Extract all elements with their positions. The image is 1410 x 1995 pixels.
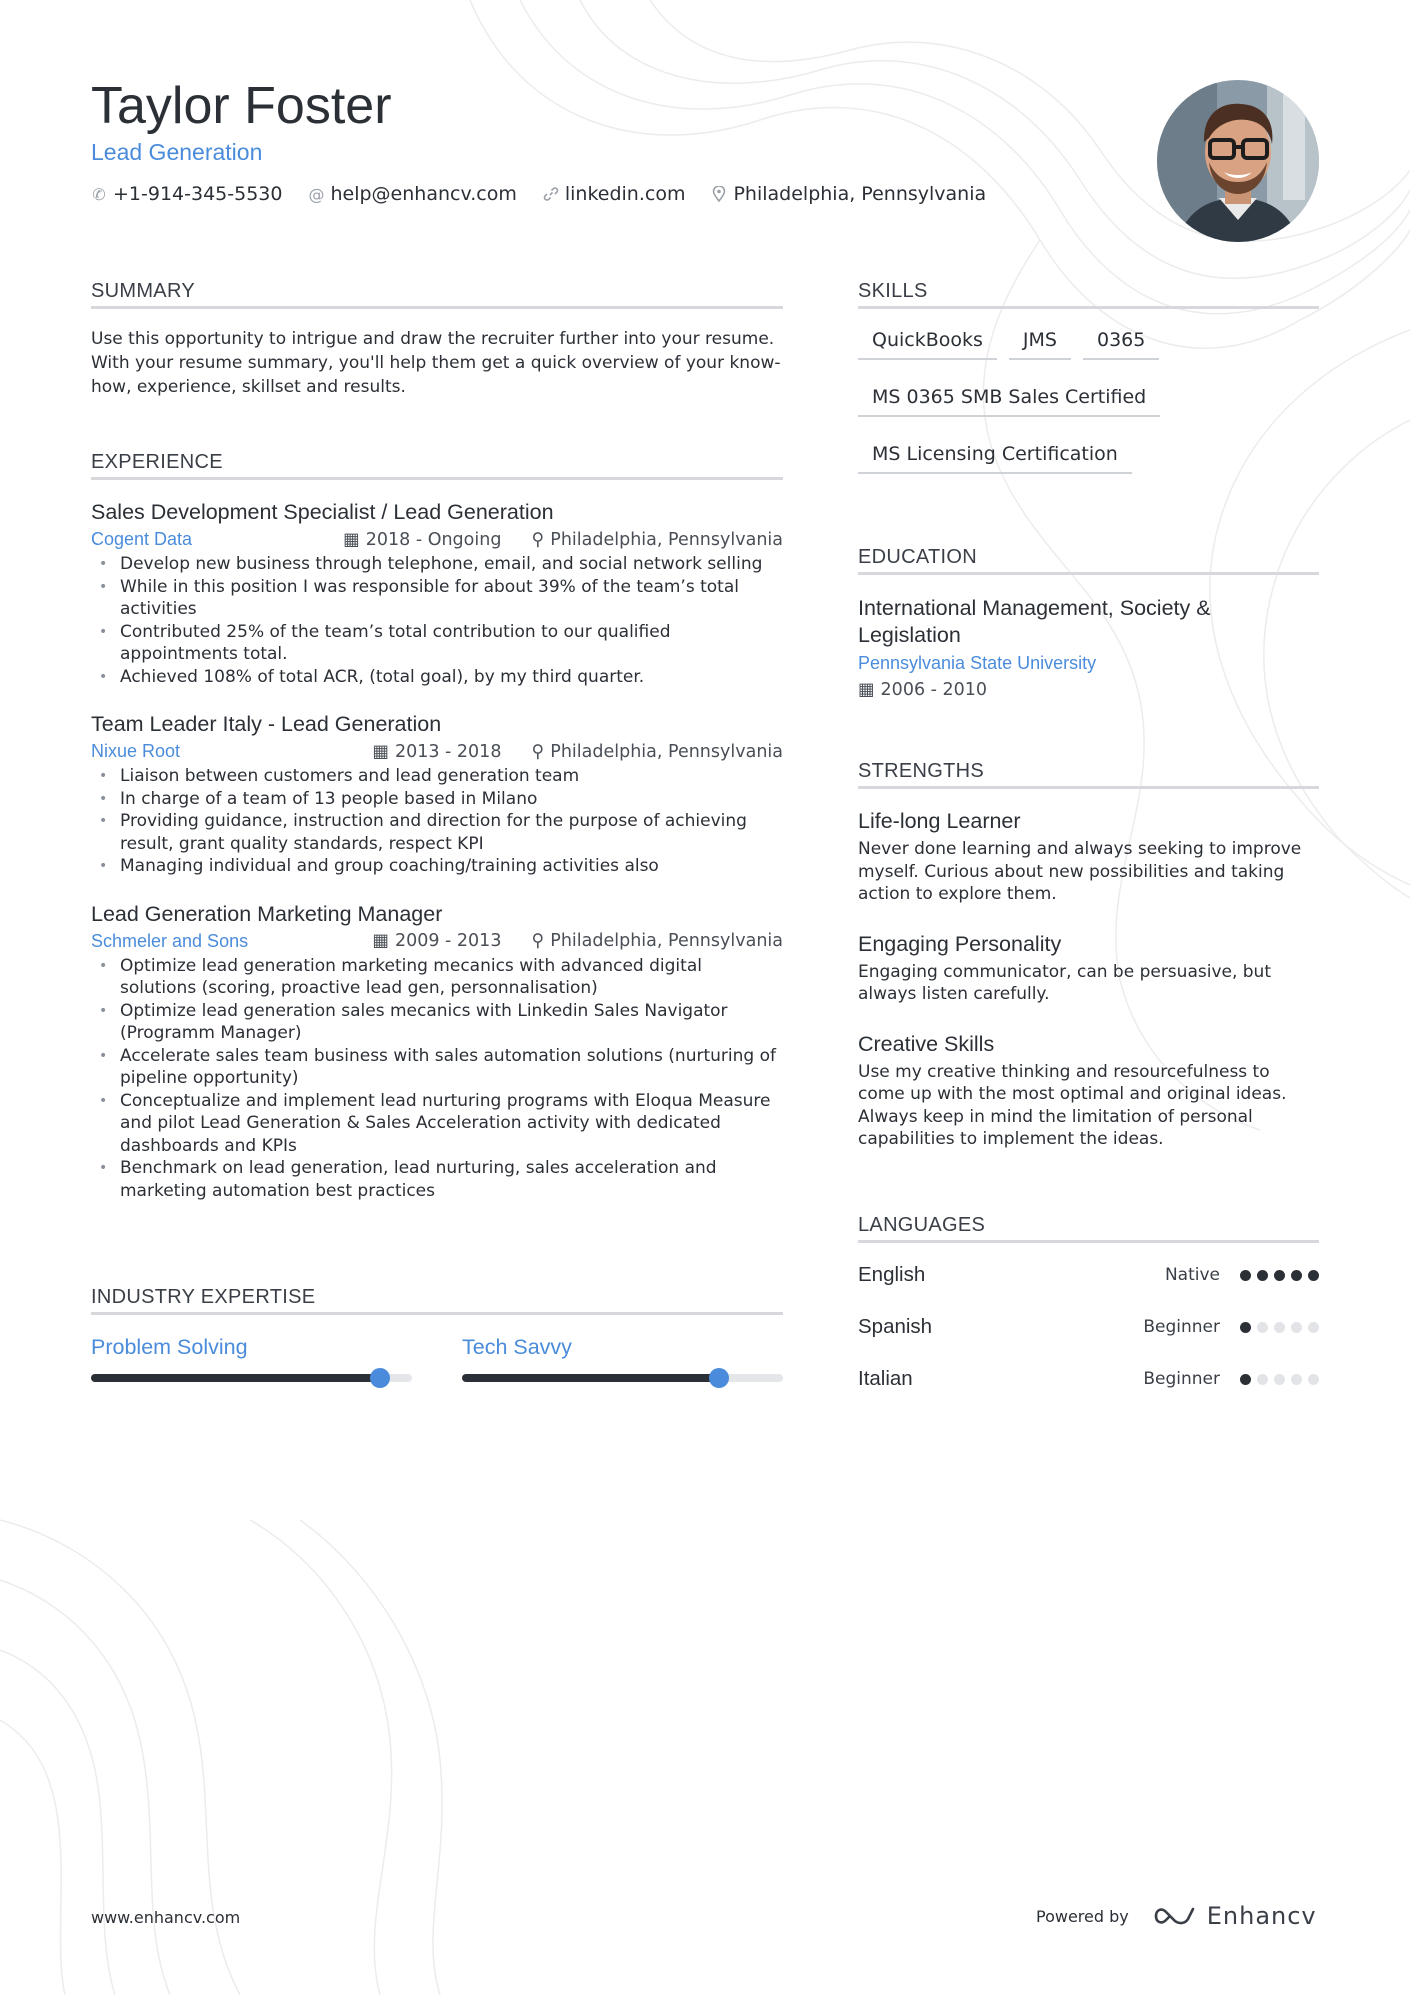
education-dates: 2006 - 2010 — [880, 680, 988, 700]
contact-phone[interactable] — [91, 183, 282, 205]
job-title: Lead Generation Marketing Manager — [91, 901, 443, 926]
language-dot-empty — [1291, 1322, 1302, 1333]
job-bullet: • While in this position I was responsible for about 39% of the team’s total activities — [91, 576, 783, 621]
job-entry — [91, 500, 783, 688]
language-dot-empty — [1274, 1374, 1285, 1385]
location-pin-icon: ⚲ — [531, 741, 545, 762]
language-dot-filled — [1308, 1270, 1319, 1281]
strength-title: Life-long Learner — [858, 809, 1021, 833]
phone-icon: ✆ — [92, 184, 106, 204]
language-dot-filled — [1240, 1374, 1251, 1385]
job-bullet: • Achieved 108% of total ACR, (total goal), by my third quarter. — [91, 666, 783, 689]
language-dot-filled — [1291, 1270, 1302, 1281]
brand-name: Enhancv — [1206, 1902, 1317, 1930]
job-title: Team Leader Italy - Lead Generation — [91, 712, 442, 736]
skill-tag: MS Licensing Certification — [858, 437, 1132, 474]
calendar-icon: ▦ — [343, 529, 360, 550]
language-dots — [1240, 1322, 1319, 1333]
job-title: Sales Development Specialist / Lead Generation — [91, 500, 554, 524]
strength-text: Engaging communicator, can be persuasive, but always listen carefully. — [858, 961, 1271, 1004]
location-pin-icon: ⚲ — [531, 931, 545, 951]
language-dot-empty — [1291, 1374, 1302, 1385]
language-dot-empty — [1308, 1374, 1319, 1385]
job-bullet: • Conceptualize and implement lead nurturing programs with Eloqua Measure and pilot Lead Generation & Sales Acceleration activity with dedicated dashboards and KPIs — [91, 1090, 783, 1158]
languages-heading: LANGUAGES — [858, 1214, 1319, 1243]
expertise-bar-knob — [709, 1368, 729, 1388]
language-dot-empty — [1257, 1322, 1268, 1333]
strengths-section — [858, 760, 1319, 1151]
link-icon — [543, 186, 559, 202]
skills-heading: SKILLS — [858, 280, 1319, 309]
language-dots — [1240, 1270, 1319, 1281]
job-bullets — [91, 553, 783, 688]
job-bullet: • Optimize lead generation marketing mecanics with advanced digital solutions (scoring, proactive lead gen, personnalisation) — [91, 955, 783, 1000]
summary-section — [91, 280, 783, 399]
language-dot-filled — [1240, 1270, 1251, 1281]
job-bullet: • Contributed 25% of the team’s total contribution to our qualified appointments total. — [91, 621, 783, 666]
education-school: Pennsylvania State University — [858, 653, 1097, 673]
language-name: Spanish — [858, 1315, 933, 1338]
linkedin-text: linkedin.com — [564, 183, 686, 205]
job-company: Cogent Data — [91, 529, 193, 549]
expertise-bar-fill — [462, 1374, 719, 1382]
job-bullet: • Liaison between customers and lead generation team — [91, 765, 783, 788]
language-level: Beginner — [1143, 1317, 1220, 1337]
strength-item — [858, 932, 1319, 1006]
job-bullet: • Accelerate sales team business with sales automation solutions (nurturing of pipeline opportunity) — [91, 1045, 783, 1090]
powered-by-text: Powered by — [1036, 1906, 1129, 1926]
contact-location — [711, 183, 986, 205]
strength-text: Never done learning and always seeking to improve myself. Curious about new possibilities and taking action to explore them. — [858, 839, 1302, 904]
job-bullet: • Benchmark on lead generation, lead nurturing, sales acceleration and marketing automation best practices — [91, 1157, 783, 1202]
job-bullet: • Providing guidance, instruction and direction for the purpose of achieving result, grant quality standards, respect KPI — [91, 810, 783, 855]
expertise-bar — [462, 1374, 783, 1382]
industry-expertise-section — [91, 1286, 783, 1382]
calendar-icon: ▦ — [858, 680, 875, 700]
skill-tag: JMS — [1009, 323, 1071, 360]
location-text: Philadelphia, Pennsylvania — [733, 183, 987, 205]
enhancv-logo[interactable] — [1153, 1902, 1317, 1930]
expertise-label: Problem Solving — [91, 1335, 248, 1359]
calendar-icon: ▦ — [372, 741, 389, 762]
job-entry — [91, 712, 783, 878]
expertise-bar-fill — [91, 1374, 380, 1382]
skills-section — [858, 280, 1319, 494]
summary-text: Use this opportunity to intrigue and draw the recruiter further into your resume. With your resume summary, you'll help them get a quick overview of your know-how, experience, skillset and results. — [91, 329, 781, 397]
job-bullet: • Develop new business through telephone, email, and social network selling — [91, 553, 783, 576]
education-degree: International Management, Society & Legislation — [858, 596, 1211, 647]
candidate-name: Taylor Foster — [91, 77, 392, 135]
contact-email[interactable] — [308, 183, 516, 205]
at-icon: @ — [308, 184, 325, 204]
job-bullets — [91, 765, 783, 878]
expertise-bar — [91, 1374, 412, 1382]
language-dot-empty — [1308, 1322, 1319, 1333]
language-dot-empty — [1257, 1374, 1268, 1385]
job-bullet: • Managing individual and group coaching/training activities also — [91, 855, 783, 878]
education-section — [858, 546, 1319, 700]
experience-heading: EXPERIENCE — [91, 451, 783, 480]
strength-title: Creative Skills — [858, 1031, 995, 1056]
language-dot-filled — [1274, 1270, 1285, 1281]
industry-expertise-heading: INDUSTRY EXPERTISE — [91, 1286, 783, 1315]
expertise-label: Tech Savvy — [462, 1335, 572, 1359]
language-dots — [1240, 1374, 1319, 1385]
job-bullets — [91, 955, 783, 1203]
phone-text: +1-914-345-5530 — [113, 183, 283, 205]
language-dot-filled — [1240, 1322, 1251, 1333]
experience-section — [91, 451, 783, 1202]
language-level: Native — [1164, 1265, 1220, 1285]
language-dot-empty — [1274, 1322, 1285, 1333]
expertise-bar-knob — [370, 1368, 390, 1388]
enhancv-logo-icon — [1153, 1905, 1197, 1927]
strength-text: Use my creative thinking and resourcefulness to come up with the most optimal and original ideas. Always keep in mind the limitation of personal capabilities to implement the ideas. — [858, 1061, 1287, 1149]
calendar-icon: ▦ — [372, 931, 389, 951]
contact-bar — [91, 183, 986, 205]
language-dot-filled — [1257, 1270, 1268, 1281]
footer-website-link[interactable]: www.enhancv.com — [91, 1908, 241, 1927]
strength-item — [858, 1032, 1319, 1151]
email-text: help@enhancv.com — [330, 183, 517, 205]
job-bullet: • In charge of a team of 13 people based in Milano — [91, 788, 783, 811]
location-pin-icon: ⚲ — [531, 529, 545, 550]
language-level: Beginner — [1143, 1369, 1220, 1389]
language-row — [858, 1249, 1319, 1301]
footer-brand — [1036, 1902, 1317, 1930]
job-location: Philadelphia, Pennsylvania — [550, 529, 783, 550]
location-pin-icon — [711, 186, 727, 202]
job-location: Philadelphia, Pennsylvania — [550, 741, 783, 762]
language-row — [858, 1353, 1319, 1405]
job-location: Philadelphia, Pennsylvania — [550, 931, 783, 951]
profile-photo — [1157, 80, 1319, 242]
expertise-item — [91, 1335, 412, 1382]
language-row — [858, 1301, 1319, 1353]
contact-linkedin[interactable] — [543, 183, 686, 205]
expertise-item — [462, 1335, 783, 1382]
job-bullet: • Optimize lead generation sales mecanics with Linkedin Sales Navigator (Programm Manager) — [91, 1000, 783, 1045]
language-name: Italian — [858, 1367, 913, 1390]
education-heading: EDUCATION — [858, 546, 1319, 575]
strength-item — [858, 809, 1319, 906]
job-dates: 2009 - 2013 — [394, 931, 502, 951]
job-entry — [91, 902, 783, 1203]
summary-heading: SUMMARY — [91, 280, 783, 309]
job-dates: 2013 - 2018 — [394, 741, 502, 762]
skill-tag: 0365 — [1083, 323, 1159, 360]
candidate-role: Lead Generation — [91, 139, 263, 165]
strengths-heading: STRENGTHS — [858, 760, 1319, 789]
strength-title: Engaging Personality — [858, 931, 1062, 956]
language-name: English — [858, 1263, 926, 1286]
skill-tag: MS 0365 SMB Sales Certified — [858, 380, 1160, 417]
skill-tag: QuickBooks — [858, 323, 997, 360]
job-dates: 2018 - Ongoing — [365, 529, 502, 550]
job-company: Nixue Root — [91, 741, 181, 761]
languages-section — [858, 1214, 1319, 1405]
job-company: Schmeler and Sons — [91, 930, 249, 951]
